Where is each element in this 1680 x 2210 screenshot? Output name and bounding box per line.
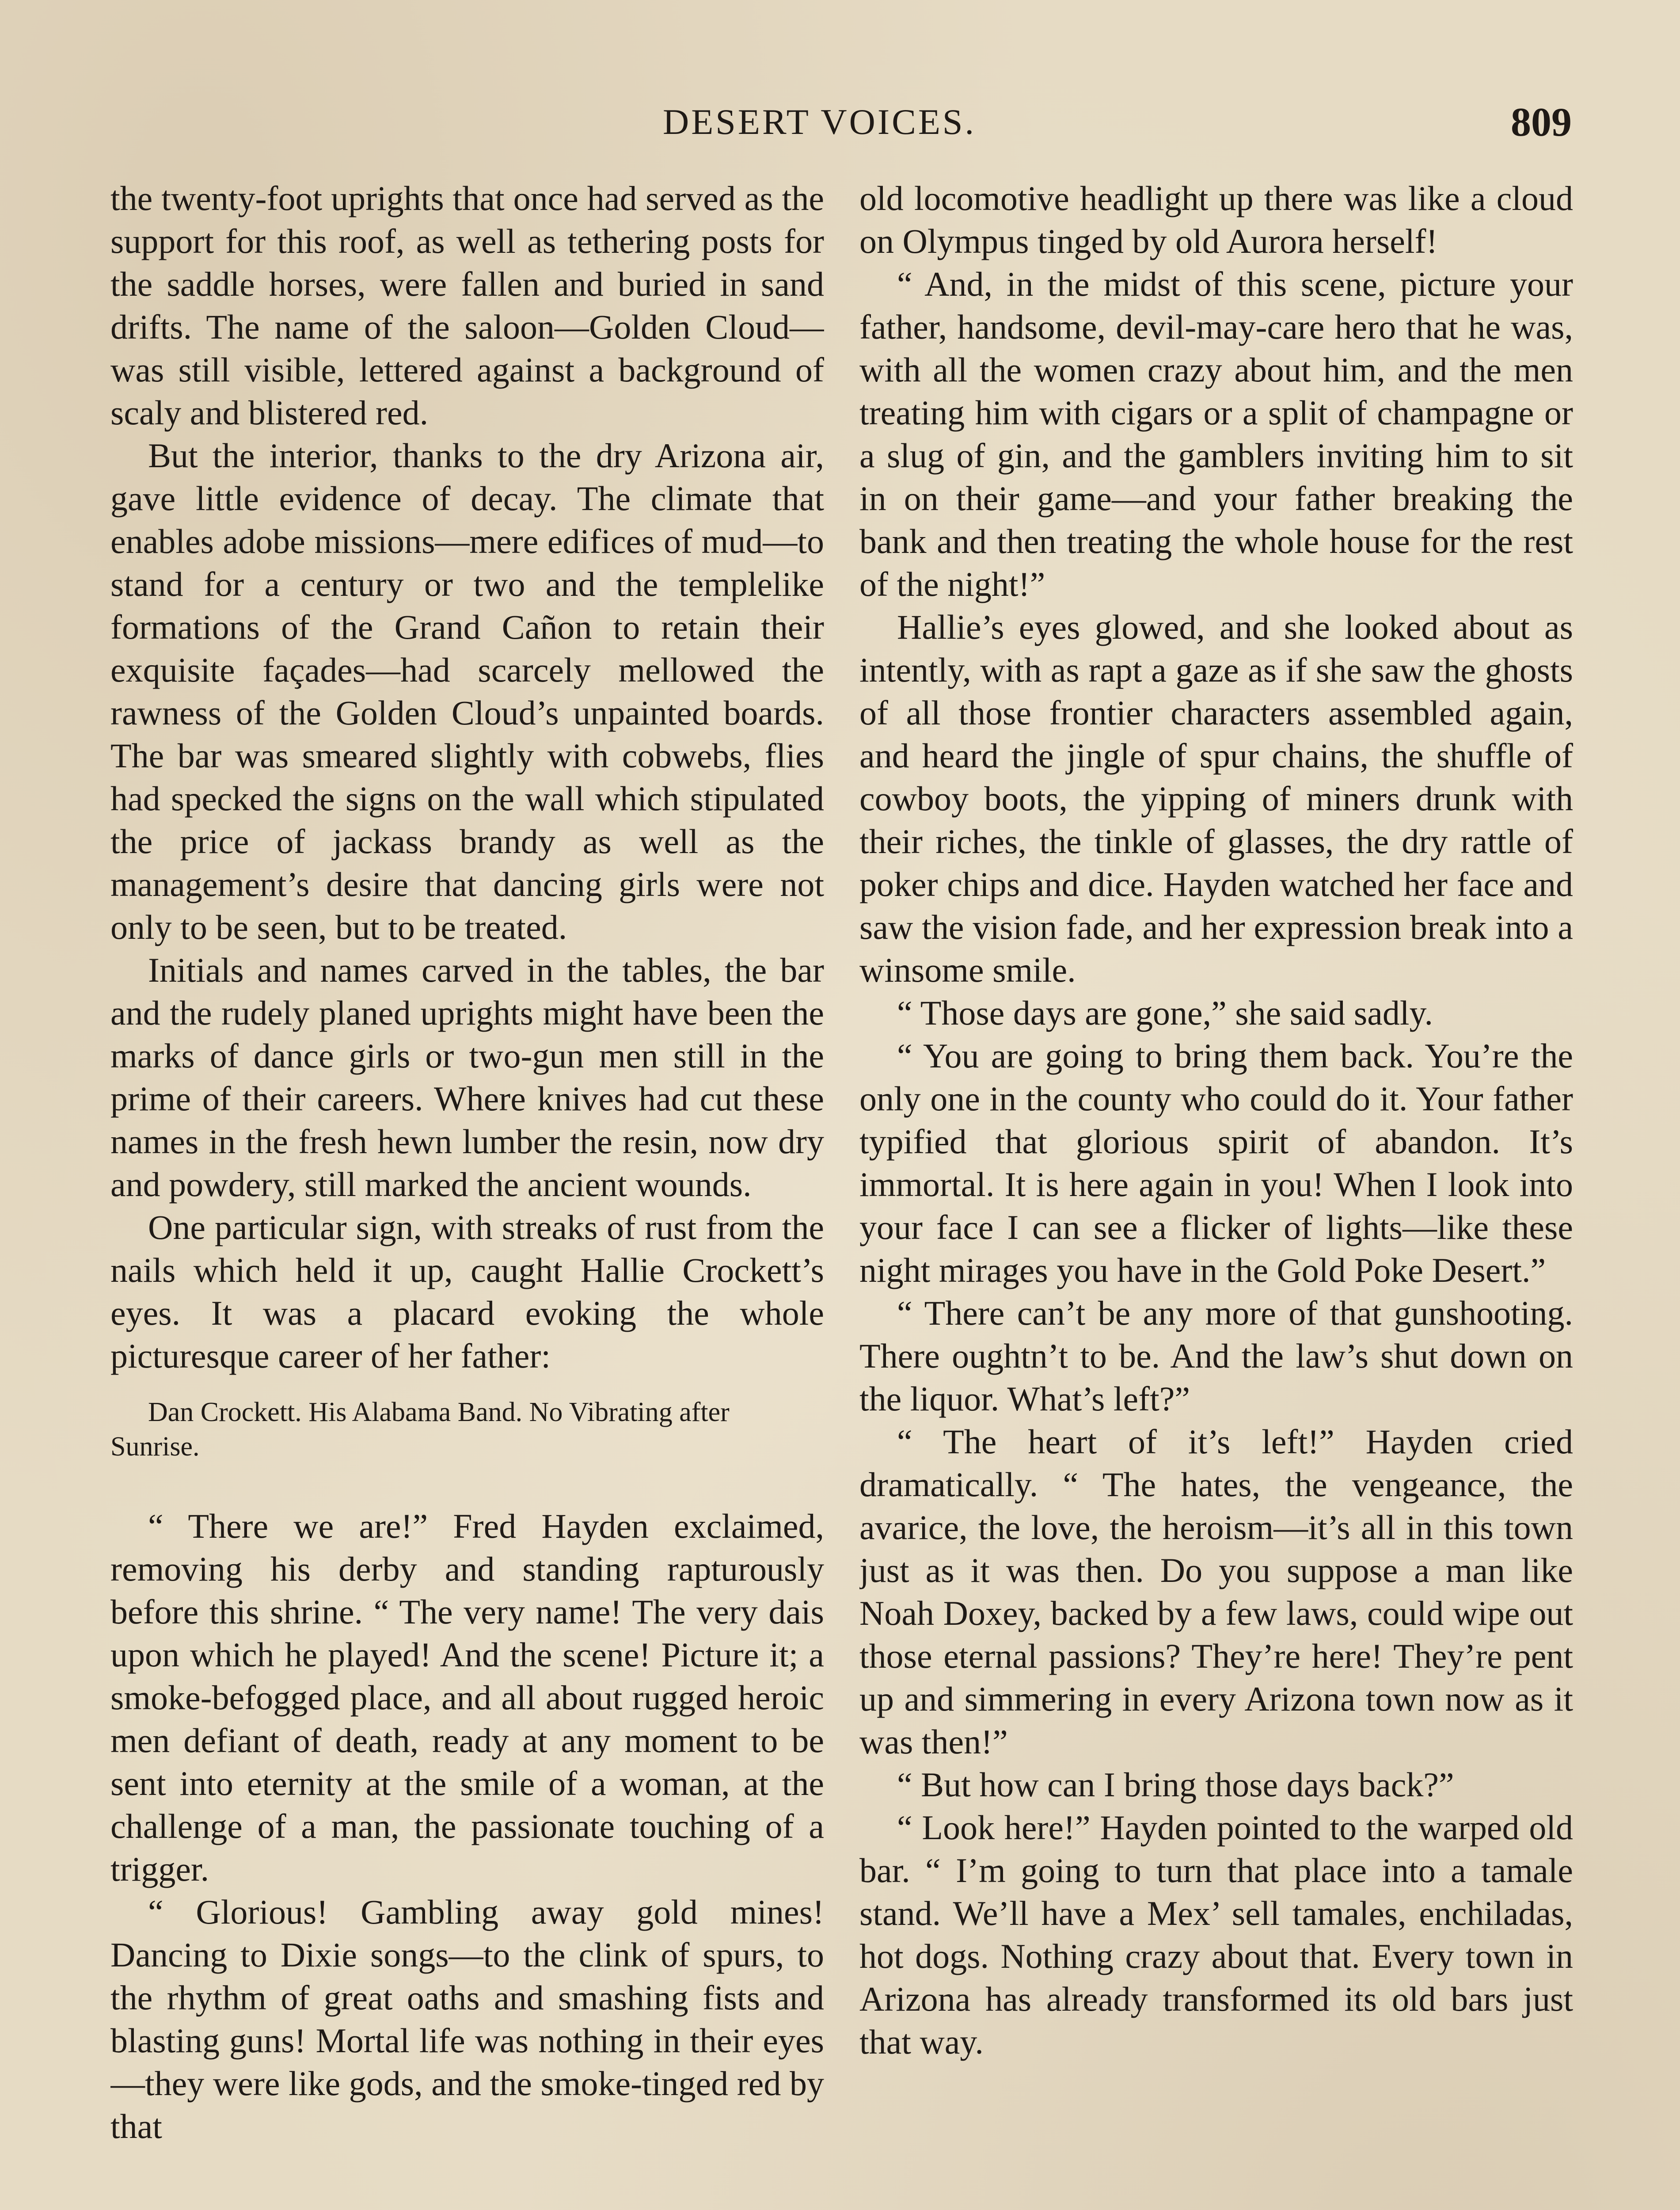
paragraph: “ There can’t be any more of that gunshooting. There oughtn’t to be. And the law’s shut down on the liquor. What’s left?” [859, 1294, 1573, 1418]
paragraph: “ Those days are gone,” she said sadly. [897, 994, 1433, 1032]
paragraph: “ The heart of it’s left!” Hayden cried dramatically. “ The hates, the vengeance, the avarice, the love, the heroism—it’s all in this town just as it was then. Do you suppose a man like Noah Doxey, backed by a few laws, could wipe out those eternal passions? They’re here! They’re pent up and simmering in every Arizona town now as it was then!” [859, 1422, 1573, 1761]
page-number: 809 [1511, 99, 1572, 145]
paragraph: Initials and names carved in the tables, the bar and the rudely planed uprights might have been the marks of dance girls or two-gun men still in the prime of their careers. Where knives had cut these names in the fresh hewn lumber the resin, now dry and powdery, still marked the ancient wounds. [110, 951, 824, 1204]
placard-quote [110, 1395, 824, 1464]
page-header [0, 91, 1680, 161]
paragraph: Hallie’s eyes glowed, and she looked about as intently, with as rapt a gaze as if she saw the ghosts of all those frontier characters assembled again, and heard the jingle of spur chains, the shuffle of cowboy boots, the yipping of miners drunk with their riches, the tinkle of glasses, the dry rattle of poker chips and dice. Hayden watched her face and saw the vision fade, and her expression break into a winsome smile. [859, 608, 1573, 989]
paragraph: One particular sign, with streaks of rust from the nails which held it up, caught Hallie Crockett’s eyes. It was a placard evoking the whole picturesque career of her father: [110, 1208, 824, 1375]
paragraph: the twenty-foot uprights that once had served as the support for this roof, as well as tethering posts for the saddle horses, were fallen and buried in sand drifts. The name of the saloon—Golden Cloud—was still visible, lettered against a background of scaly and blistered red. [110, 179, 824, 432]
paragraph: “ Look here!” Hayden pointed to the warped old bar. “ I’m going to turn that place into a tamale stand. We’ll have a Mex’ sell tamales, enchiladas, hot dogs. Nothing crazy about that. Every town in Arizona has already transformed its old bars just that way. [859, 1808, 1573, 2061]
right-column [859, 177, 1573, 2210]
paragraph: But the interior, thanks to the dry Arizona air, gave little evidence of decay. The climate that enables adobe missions—mere edifices of mud—to stand for a century or two and the templelike formations of the Grand Cañon to retain their exquisite façades—had scarcely mellowed the rawness of the Golden Cloud’s unpainted boards. The bar was smeared slightly with cobwebs, flies had specked the signs on the wall which stipulated the price of jackass brandy as well as the management’s desire that dancing girls were not only to be seen, but to be treated. [110, 436, 824, 946]
paragraph: “ You are going to bring them back. You’re the only one in the county who could do it. Your father typified that glorious spirit of abandon. It’s immortal. It is here again in you! When I look into your face I can see a flicker of lights—like these night mirages you have in the Gold Poke Desert.” [859, 1036, 1573, 1289]
paragraph: “ Glorious! Gambling away gold mines! Dancing to Dixie songs—to the clink of spurs, to the rhythm of great oaths and smashing fists and blasting guns! Mortal life was nothing in their eyes—they were like gods, and the smoke-tinged red by that [110, 1893, 824, 2145]
placard-text: Dan Crockett. His Alabama Band. No Vibrating after Sunrise. [110, 1397, 730, 1462]
paragraph: “ And, in the midst of this scene, picture your father, handsome, devil-may-care hero that he was, with all the women crazy about him, and the men treating him with cigars or a split of champagne or a slug of gin, and the gamblers inviting him to sit in on their game—and your father breaking the bank and then treating the whole house for the rest of the night!” [859, 265, 1573, 603]
paragraph: old locomotive headlight up there was like a cloud on Olympus tinged by old Aurora herself! [859, 179, 1573, 260]
paragraph: “ There we are!” Fred Hayden exclaimed, removing his derby and standing rapturously before this shrine. “ The very name! The very dais upon which he played! And the scene! Picture it; a smoke-befogged place, and all about rugged heroic men defiant of death, ready at any moment to be sent into eternity at the smile of a woman, at the challenge of a man, the passionate touching of a trigger. [110, 1507, 824, 1888]
running-head: DESERT VOICES. [663, 102, 977, 142]
paragraph: “ But how can I bring those days back?” [897, 1765, 1454, 1804]
left-column [110, 177, 824, 2210]
